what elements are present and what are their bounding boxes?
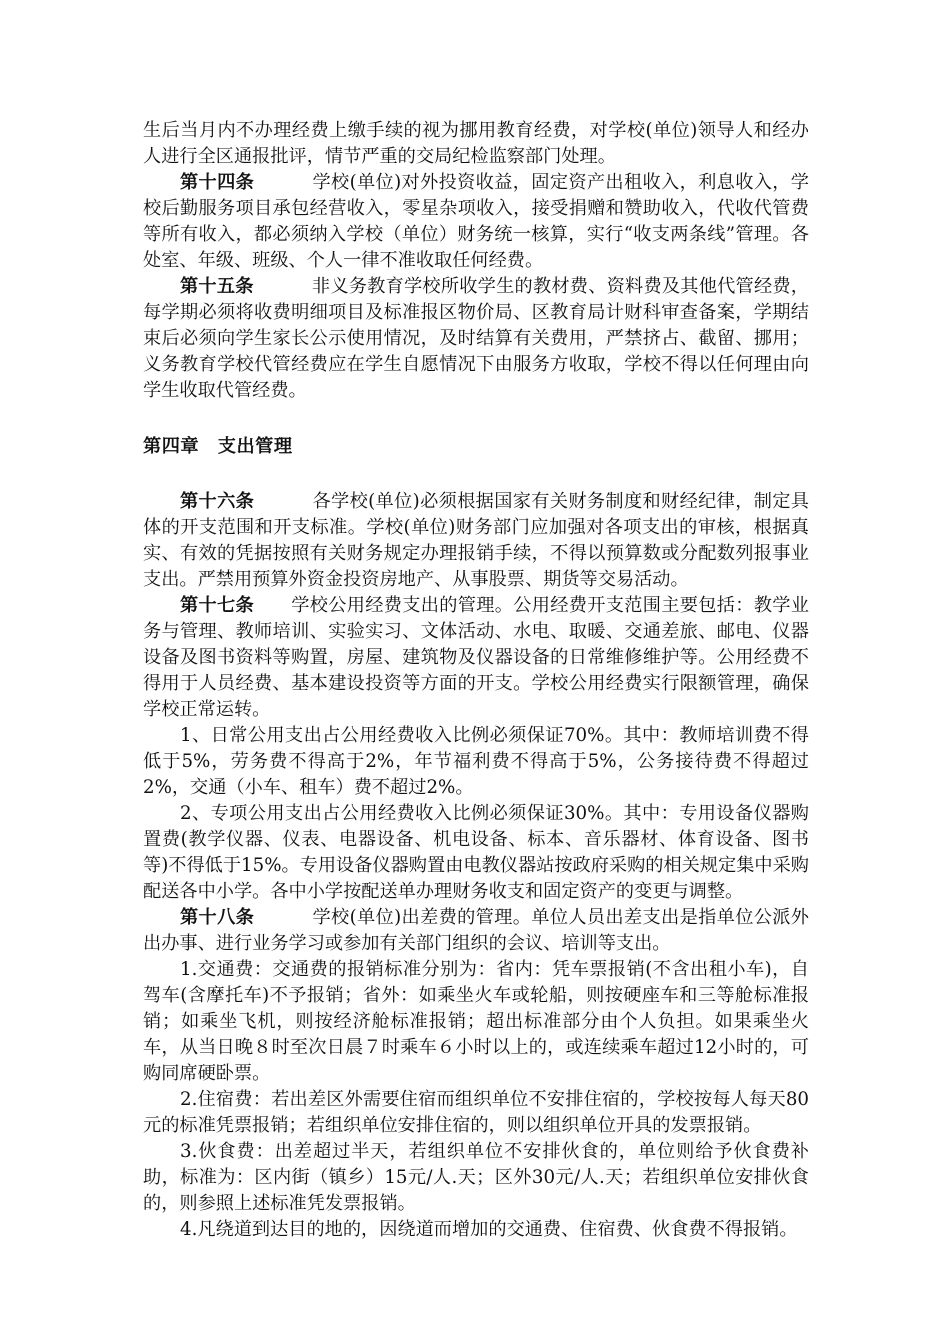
article-text: 非义务教育学校所收学生的教材费、资料费及其他代管经费，每学期必须将收费明细项目及标准报区物价局、区教育局计财科审查备案，学期结束后必须向学生家长公示使用情况，及时结算有关费用，严禁挤占、截留、挪用；义务教育学校代管经费应在学生自愿情况下由服务方收取，学校不得以任何理由向学生收取代管经费。 (143, 276, 809, 401)
article-17-item-2: 2、专项公用支出占公用经费收入比例必须保证30%。其中：专用设备仪器购置费(教学仪器、仪表、电器设备、机电设备、标本、音乐器材、体育设备、图书等)不得低于15%。专用设备仪器购置由电教仪器站按政府采购的相关规定集中采购配送各中小学。各中小学按配送单办理财务收支和固定资产的变更与调整。 (143, 803, 809, 902)
article-16 (143, 489, 809, 593)
article-text: 各学校(单位)必须根据国家有关财务制度和财经纪律，制定具体的开支范围和开支标准。学校(单位)财务部门应加强对各项支出的审核，根据真实、有效的凭据按照有关财务规定办理报销手续，不得以预算数或分配数列报事业支出。严禁用预算外资金投资房地产、从事股票、期货等交易活动。 (143, 491, 809, 590)
article-label: 第十七条 (180, 595, 254, 616)
article-15 (143, 274, 809, 404)
article-label: 第十四条 (180, 172, 255, 193)
article-14 (143, 170, 809, 274)
article-18-item-2: 2.住宿费：若出差区外需要住宿而组织单位不安排住宿的，学校按每人每天80元的标准凭票报销；若组织单位安排住宿的，则以组织单位开具的发票报销。 (143, 1089, 809, 1136)
article-18 (143, 905, 809, 957)
paragraph-continuation: 生后当月内不办理经费上缴手续的视为挪用教育经费，对学校(单位)领导人和经办人进行全区通报批评，情节严重的交局纪检监察部门处理。 (143, 120, 809, 167)
article-text: 学校(单位)出差费的管理。单位人员出差支出是指单位公派外出办事、进行业务学习或参加有关部门组织的会议、培训等支出。 (143, 907, 809, 954)
article-label: 第十六条 (180, 491, 255, 512)
article-label: 第十八条 (180, 907, 255, 928)
article-18-item-3: 3.伙食费：出差超过半天，若组织单位不安排伙食的，单位则给予伙食费补助，标准为：区内街（镇乡）15元/人.天；区外30元/人.天；若组织单位安排伙食的，则参照上述标准凭发票报销。 (143, 1141, 809, 1214)
article-17-item-1: 1、日常公用支出占公用经费收入比例必须保证70%。其中：教师培训费不得低于5%，劳务费不得高于2%，年节福利费不得高于5%，公务接待费不得超过2%，交通（小车、租车）费不超过2%。 (143, 725, 809, 798)
article-label: 第十五条 (180, 276, 254, 297)
article-18-item-4: 4.凡绕道到达目的地的，因绕道而增加的交通费、住宿费、伙食费不得报销。 (180, 1219, 798, 1240)
article-17 (143, 593, 809, 723)
chapter-heading: 第四章 支出管理 (143, 436, 293, 457)
article-text: 学校(单位)对外投资收益，固定资产出租收入，利息收入，学校后勤服务项目承包经营收入，零星杂项收入，接受捐赠和赞助收入，代收代管费等所有收入，都必须纳入学校（单位）财务统一核算，实行“收支两条线”管理。各处室、年级、班级、个人一律不准收取任何经费。 (143, 172, 809, 271)
article-18-item-1: 1.交通费：交通费的报销标准分别为：省内：凭车票报销(不含出租小车)，自驾车(含摩托车)不予报销；省外：如乘坐火车或轮船，则按硬座车和三等舱标准报销；如乘坐飞机，则按经济舱标准报销；超出标准部分由个人负担。如果乘坐火车，从当日晚８时至次日晨７时乘车６小时以上的，或连续乘车超过12小时的，可购同席硬卧票。 (143, 959, 809, 1084)
article-text: 学校公用经费支出的管理。公用经费开支范围主要包括：教学业务与管理、教师培训、实验实习、文体活动、水电、取暖、交通差旅、邮电、仪器设备及图书资料等购置，房屋、建筑物及仪器设备的日常维修维护等。公用经费不得用于人员经费、基本建设投资等方面的开支。学校公用经费实行限额管理，确保学校正常运转。 (143, 595, 809, 720)
document-body (143, 118, 809, 1243)
